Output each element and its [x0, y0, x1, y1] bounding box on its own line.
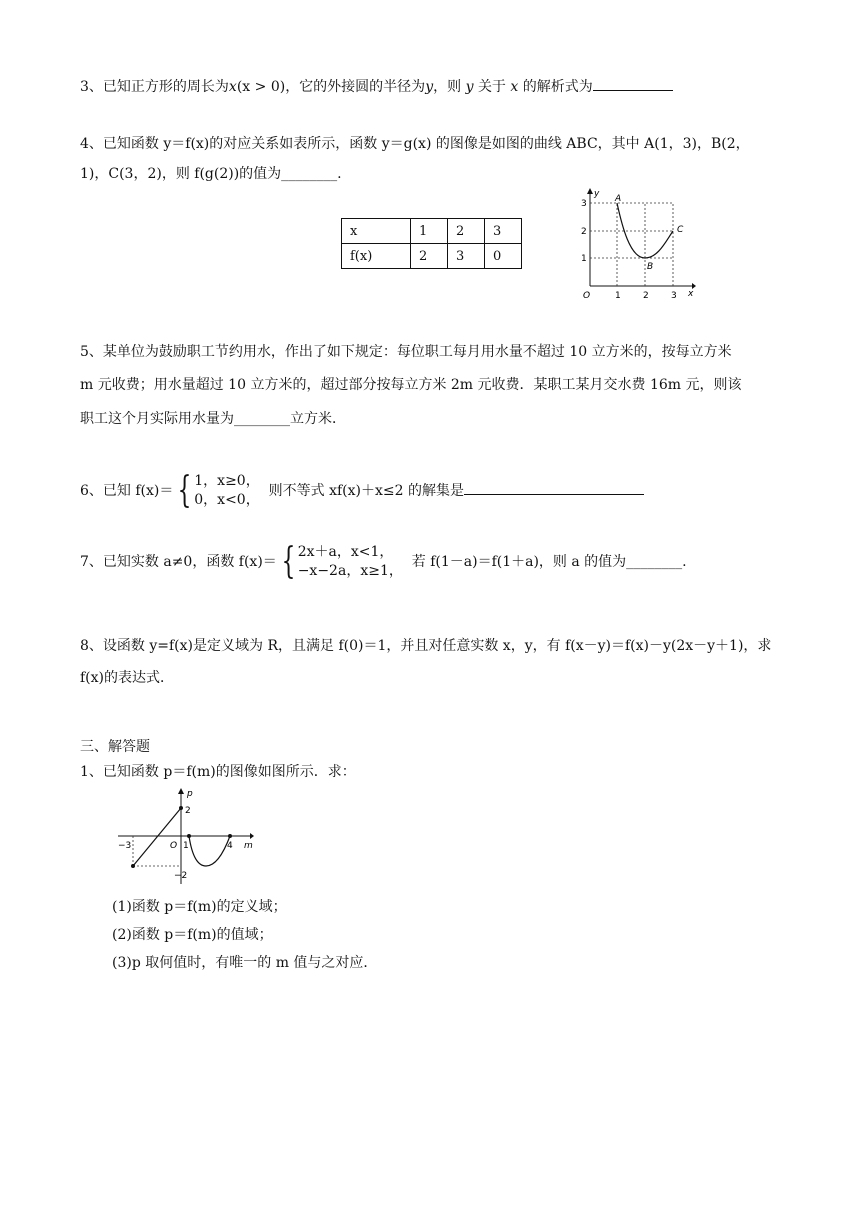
graph-y-tick: 2 — [581, 227, 587, 237]
graph-tick-label: −2 — [174, 871, 188, 881]
q7-suffix: 若 f(1－a)＝f(1＋a)，则 a 的值为________. — [411, 554, 687, 570]
sub-question-1: (1)函数 p＝f(m)的定义域； — [112, 899, 287, 915]
q6-prefix: 6、已知 f(x)＝ — [80, 483, 174, 499]
graph-x-tick: 1 — [615, 291, 621, 300]
table-cell: f(x) — [342, 244, 411, 269]
graph-x-tick: 3 — [671, 291, 677, 300]
q3-text-e: 的解析式为 — [522, 79, 593, 95]
function-table — [341, 218, 522, 269]
q7-case-2: −x−2a，x≥1， — [297, 563, 403, 579]
sub-question-3: (3)p 取何值时，有唯一的 m 值与之对应． — [112, 955, 378, 971]
section-heading: 三、解答题 — [80, 739, 150, 755]
graph-y-tick: 3 — [581, 199, 587, 209]
graph-x-tick: 2 — [643, 291, 649, 300]
graph-tick-label: −3 — [118, 841, 132, 851]
graph-axis-y-label: y — [594, 189, 600, 199]
q6-brace: { — [177, 470, 192, 511]
q3-text-b: ，它的外接圆的半径为 — [285, 79, 426, 95]
q3-answer-blank — [593, 76, 673, 91]
question-4-line-1: 4、已知函数 y＝f(x)的对应关系如表所示，函数 y＝g(x) 的图像是如图的曲线 ABC，其中 A(1，3)，B(2， — [80, 136, 750, 152]
q7-prefix: 7、已知实数 a≠0，函数 f(x)＝ — [80, 554, 277, 570]
point-c-label: C — [677, 225, 684, 235]
section3-q1-intro: 1、已知函数 p＝f(m)的图像如图所示．求： — [80, 764, 356, 780]
table-row — [342, 244, 522, 269]
table-cell: x — [342, 219, 411, 244]
q3-var-y2: y — [465, 79, 474, 95]
question-8-line-2: f(x)的表达式． — [80, 670, 175, 686]
q3-text-d: 关于 — [477, 79, 506, 95]
q7-case-1: 2x＋a，x<1， — [297, 544, 394, 560]
point-b-label: B — [647, 262, 654, 272]
graph-axis-m-label: m — [244, 841, 253, 851]
question-5-line-3: 职工这个月实际用水量为________立方米． — [80, 411, 346, 427]
question-6 — [80, 471, 644, 511]
graph-axis-x-label: x — [688, 289, 694, 299]
sub-question-2: (2)函数 p＝f(m)的值域； — [112, 927, 273, 943]
q3-var-y: y — [425, 79, 434, 95]
table-cell: 3 — [448, 244, 485, 269]
q6-case-1: 1，x≥0， — [194, 473, 260, 489]
table-cell: 1 — [411, 219, 448, 244]
question-5-line-1: 5、某单位为鼓励职工节约用水，作出了如下规定：每位职工每月用水量不超过 10 立方米的，按每立方米 — [80, 344, 732, 360]
q3-condition: (x > 0) — [236, 79, 286, 95]
q6-case-2: 0，x<0， — [194, 492, 260, 508]
graph-tick-label: 1 — [183, 841, 189, 851]
graph-origin-label: O — [170, 841, 178, 851]
q7-brace: { — [281, 541, 296, 582]
q3-var-x2: x — [510, 79, 519, 95]
curve-abc-graph — [570, 186, 700, 300]
graph-tick-label: 4 — [227, 841, 233, 851]
question-5-line-2: m 元收费；用水量超过 10 立方米的，超过部分按每立方米 2m 元收费．某职工某月交水费 16m 元，则该 — [80, 377, 742, 393]
question-4-line-2: 1)，C(3，2)，则 f(g(2))的值为________. — [80, 166, 342, 182]
table-cell: 3 — [485, 219, 522, 244]
pm-function-graph — [110, 786, 260, 888]
q6-answer-blank — [464, 480, 644, 495]
q7-cases — [298, 543, 403, 581]
point-a-label: A — [615, 194, 622, 204]
question-8-line-1: 8、设函数 y=f(x)是定义域为 R，且满足 f(0)＝1，并且对任意实数 x，y，有 f(x－y)＝f(x)－y(2x－y＋1)，求 — [80, 638, 772, 654]
graph-tick-label: 2 — [185, 806, 191, 816]
question-3 — [80, 76, 673, 97]
graph-axis-p-label: p — [187, 789, 193, 799]
table-cell: 2 — [448, 219, 485, 244]
q6-cases — [194, 472, 259, 510]
table-row — [342, 219, 522, 244]
question-7 — [80, 542, 687, 582]
graph-origin-label: O — [583, 291, 591, 300]
table-cell: 2 — [411, 244, 448, 269]
q3-text-a: 3、已知正方形的周长为 — [80, 79, 229, 95]
q3-text-c: ，则 — [433, 79, 462, 95]
table-cell: 0 — [485, 244, 522, 269]
graph-y-tick: 1 — [581, 254, 587, 264]
q6-suffix: 则不等式 xf(x)＋x≤2 的解集是 — [268, 483, 464, 499]
q3-var-x: x — [228, 79, 237, 95]
